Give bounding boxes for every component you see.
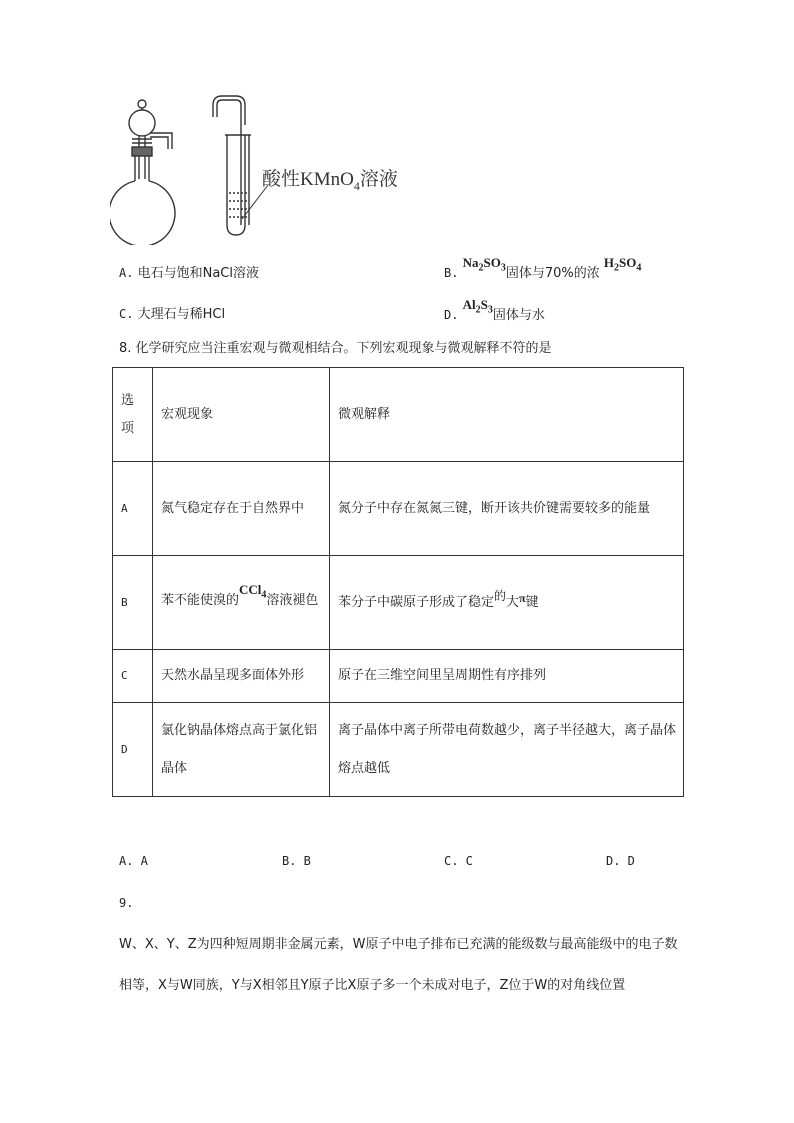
row-micro: 苯分子中碳原子形成了稳定的大π键: [330, 556, 684, 650]
header-micro: 微观解释: [330, 368, 684, 462]
q8-answer-c: C. C: [444, 854, 473, 868]
table-row: [113, 556, 684, 650]
row-macro: 苯不能使溴的CCl$_4$溶液褪色: [153, 556, 330, 650]
table-row: [113, 462, 684, 556]
formula-na2so3: $Na_2SO_3$: [462, 255, 506, 274]
formula-h2so4: $H_2SO_4$: [603, 255, 642, 274]
formula-al2s3: $Al_2S_3$: [462, 297, 493, 316]
row-macro: 天然水晶呈现多面体外形: [153, 650, 330, 703]
header-macro: 宏观现象: [153, 368, 330, 462]
q8-table: [112, 367, 684, 797]
q8-stem: 8. 化学研究应当注重宏观与微观相结合。下列宏观现象与微观解释不符的是: [119, 341, 552, 356]
figure-label: 酸性KMnO$_4$溶液: [262, 169, 398, 193]
row-option: A: [113, 462, 153, 556]
table-row: [113, 703, 684, 797]
row-micro: 离子晶体中离子所带电荷数越少，离子半径越大，离子晶体熔点越低: [330, 703, 684, 797]
row-macro: 氯化钠晶体熔点高于氯化铝晶体: [153, 703, 330, 797]
row-option: C: [113, 650, 153, 703]
row-micro: 氮分子中存在氮氮三键，断开该共价键需要较多的能量: [330, 462, 684, 556]
header-option: 选 项: [113, 368, 153, 462]
separatory-funnel-flask: [110, 100, 175, 245]
row-option: B: [113, 556, 153, 650]
table-row: [113, 650, 684, 703]
q8-answer-a: A. A: [119, 854, 148, 868]
q7-option-d: D. $Al_2S_3$固体与水: [444, 297, 545, 323]
q7-option-b: B. $Na_2SO_3$固体与70%的浓 $H_2SO_4$: [444, 255, 642, 281]
test-tube-with-delivery-tube: [213, 96, 268, 235]
row-option: D: [113, 703, 153, 797]
q7-option-a: A. 电石与饱和NaCl溶液: [119, 266, 259, 281]
q9-stem: W、X、Y、Z为四种短周期非金属元素，W原子中电子排布已充满的能级数与最高能级中的电子数相等，X与W同族，Y与X相邻且Y原子比X原子多一个未成对电子，Z位于W的对角线位置: [119, 937, 678, 993]
formula-ccl4: CCl$_4$: [239, 581, 267, 601]
pi-symbol: π: [519, 591, 526, 605]
q7-option-c: C. 大理石与稀HCl: [119, 307, 226, 322]
row-macro: 氮气稳定存在于自然界中: [153, 462, 330, 556]
table-header-row: [113, 368, 684, 462]
q8-answer-d: D. D: [606, 854, 635, 868]
row-micro: 原子在三维空间里呈周期性有序排列: [330, 650, 684, 703]
q8-answer-b: B. B: [282, 854, 311, 868]
q9-number: 9.: [119, 896, 134, 910]
